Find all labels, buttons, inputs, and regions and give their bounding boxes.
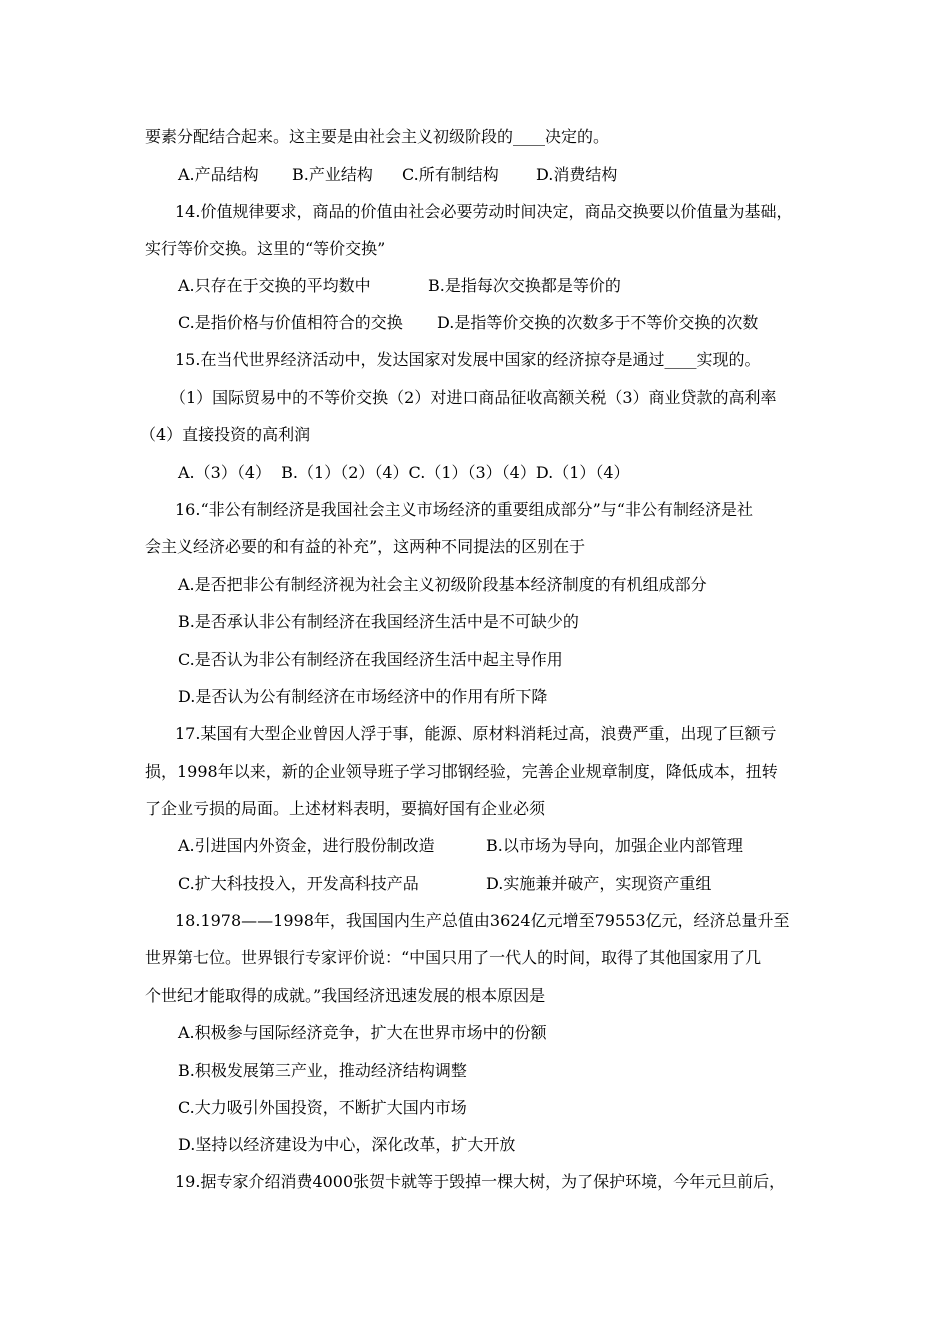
option-d: D.实施兼并破产，实现资产重组: [486, 874, 712, 893]
question-19: 19.据专家介绍消费4000张贺卡就等于毁掉一棵大树，为了保护环境，今年元旦前后，: [175, 1172, 786, 1191]
option-b: B.是指每次交换都是等价的: [428, 276, 621, 295]
option-c: C.所有制结构: [402, 165, 499, 184]
option-c: C.是指价格与价值相符合的交换: [178, 313, 403, 332]
question-17: 17.某国有大型企业曾因人浮于事，能源、原材料消耗过高，浪费严重，出现了巨额亏: [175, 724, 777, 743]
option-a: A.是否把非公有制经济视为社会主义初级阶段基本经济制度的有机组成部分: [178, 575, 707, 594]
text-line: 会主义经济必要的和有益的补充”，这两种不同提法的区别在于: [145, 537, 586, 556]
option-a: A.产品结构: [178, 165, 259, 184]
option-c: C.大力吸引外国投资，不断扩大国内市场: [178, 1098, 467, 1117]
text-line: 实行等价交换。这里的“等价交换”: [145, 239, 386, 258]
option-c: C.扩大科技投入，开发高科技产品: [178, 874, 419, 893]
options-line: A.（3）（4） B.（1）（2）（4）C.（1）（3）（4）D.（1）（4）: [178, 463, 630, 482]
option-a: A.引进国内外资金，进行股份制改造: [178, 836, 435, 855]
option-b: B.是否承认非公有制经济在我国经济生活中是不可缺少的: [178, 612, 579, 631]
option-d: D.是否认为公有制经济在市场经济中的作用有所下降: [178, 687, 548, 706]
option-a: A.积极参与国际经济竞争，扩大在世界市场中的份额: [178, 1023, 547, 1042]
option-b: B.以市场为导向，加强企业内部管理: [486, 836, 743, 855]
option-c: C.是否认为非公有制经济在我国经济生活中起主导作用: [178, 650, 563, 669]
text-line: 世界第七位。世界银行专家评价说：“中国只用了一代人的时间，取得了其他国家用了几: [145, 948, 762, 967]
option-b: B.产业结构: [292, 165, 373, 184]
text-line: （4）直接投资的高利润: [140, 425, 311, 444]
text-line: 要素分配结合起来。这主要是由社会主义初级阶段的____决定的。: [145, 127, 610, 146]
text-line: 个世纪才能取得的成就。”我国经济迅速发展的根本原因是: [145, 986, 546, 1005]
question-14: 14.价值规律要求，商品的价值由社会必要劳动时间决定，商品交换要以价值量为基础，: [175, 202, 793, 221]
option-d: D.是指等价交换的次数多于不等价交换的次数: [437, 313, 759, 332]
option-d: D.消费结构: [536, 165, 618, 184]
question-15: 15.在当代世界经济活动中，发达国家对发展中国家的经济掠夺是通过____实现的。: [175, 350, 761, 369]
question-18: 18.1978——1998年，我国国内生产总值由3624亿元增至79553亿元，经济总量升至: [175, 911, 790, 930]
text-line: 损，1998年以来，新的企业领导班子学习邯钢经验，完善企业规章制度，降低成本，扭转: [145, 762, 778, 781]
option-b: B.积极发展第三产业，推动经济结构调整: [178, 1061, 467, 1080]
question-16: 16.“非公有制经济是我国社会主义市场经济的重要组成部分”与“非公有制经济是社: [175, 500, 753, 519]
option-d: D.坚持以经济建设为中心，深化改革，扩大开放: [178, 1135, 516, 1154]
text-line: 了企业亏损的局面。上述材料表明，要搞好国有企业必须: [145, 799, 546, 818]
option-a: A.只存在于交换的平均数中: [178, 276, 371, 295]
text-line: （1）国际贸易中的不等价交换（2）对进口商品征收高额关税（3）商业贷款的高利率: [170, 388, 777, 407]
